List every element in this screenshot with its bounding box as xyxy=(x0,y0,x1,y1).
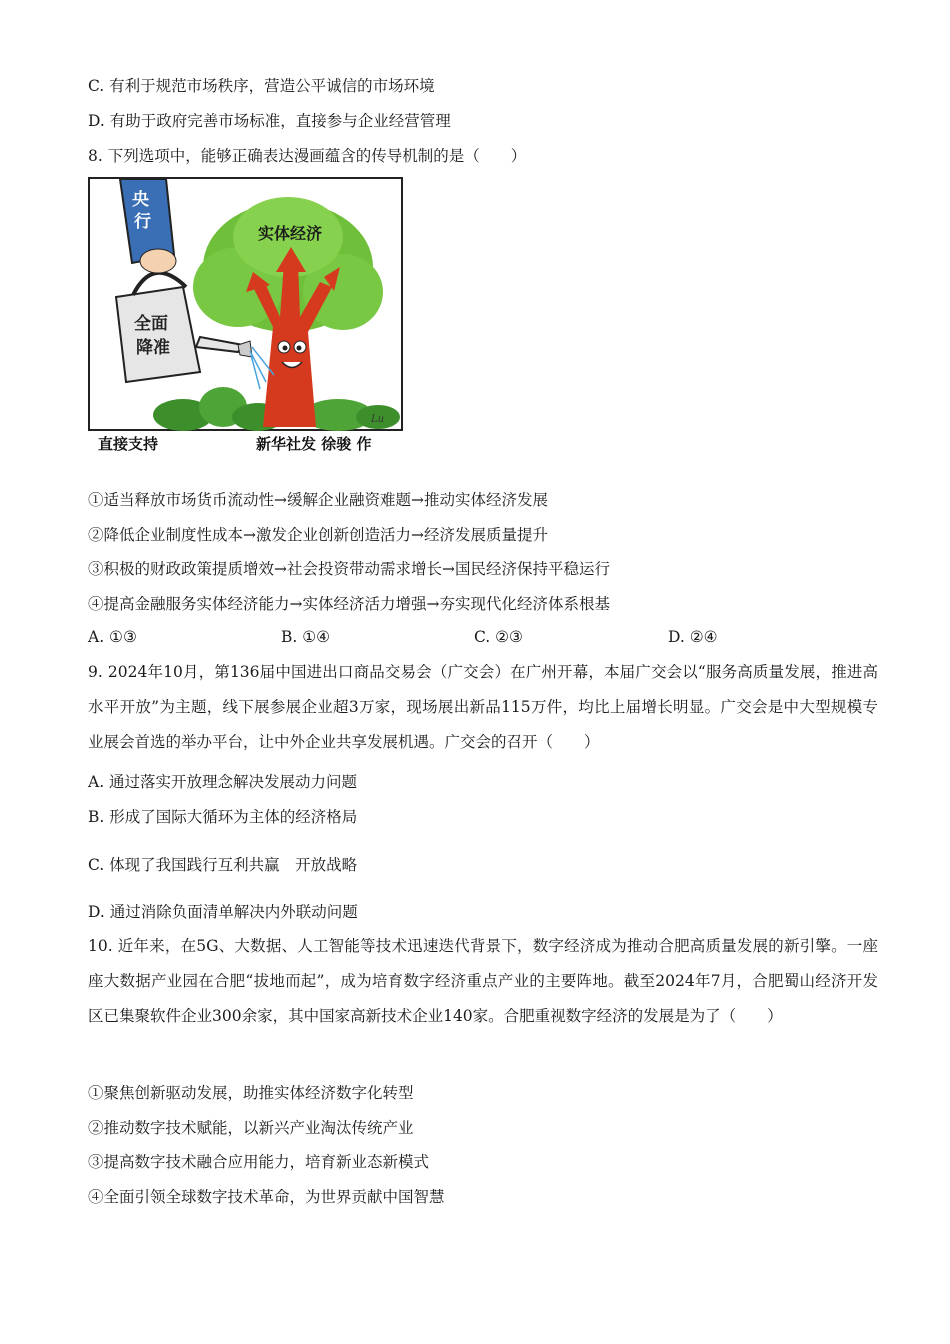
q8-statement-4: ④提高金融服务实体经济能力→实体经济活力增强→夯实现代化经济体系根基 xyxy=(88,595,610,613)
q9-stem: 9. 2024年10月，第136届中国进出口商品交易会（广交会）在广州开幕，本届广交会以“服务高质量发展，推进高水平开放”为主题，线下展参展企业超3万家，现场展出新品115万件，均比上届增长明显。广交会是中大型规模专业展会首选的举办平台，让中外企业共享发展机遇。广交会的召开（ ） xyxy=(88,663,878,751)
q9-option-b[interactable]: B. 形成了国际大循环为主体的经济格局 xyxy=(88,808,358,826)
q8-statement-3: ③积极的财政政策提质增效→社会投资带动需求增长→国民经济保持平稳运行 xyxy=(88,560,610,578)
q7-option-d: D. 有助于政府完善市场标准，直接参与企业经营管理 xyxy=(88,112,451,130)
q10-statement-3: ③提高数字技术融合应用能力，培育新业态新模式 xyxy=(88,1153,430,1171)
q10-statement-1: ①聚焦创新驱动发展，助推实体经济数字化转型 xyxy=(88,1084,414,1102)
q8-option-c[interactable]: C. ②③ xyxy=(474,628,523,646)
q8-options xyxy=(88,628,878,648)
q8-option-a[interactable]: A. ①③ xyxy=(88,628,137,646)
signature: Lu xyxy=(371,414,385,425)
q8-statement-2: ②降低企业制度性成本→激发企业创新创造活力→经济发展质量提升 xyxy=(88,526,548,544)
can-label-1: 全面 xyxy=(134,314,168,334)
tree-label: 实体经济 xyxy=(258,224,323,243)
q10-statement-4: ④全面引领全球数字技术革命，为世界贡献中国智慧 xyxy=(88,1188,445,1206)
q8-option-b[interactable]: B. ①④ xyxy=(281,628,331,646)
can-label-2: 降准 xyxy=(136,338,170,358)
q10-statement-2: ②推动数字技术赋能，以新兴产业淘汰传统产业 xyxy=(88,1119,414,1137)
sleeve-label-1: 央 xyxy=(132,190,149,210)
q9-option-a[interactable]: A. 通过落实开放理念解决发展动力问题 xyxy=(88,773,358,791)
q8-option-d[interactable]: D. ②④ xyxy=(668,628,718,646)
caption-left: 直接支持 xyxy=(98,435,159,453)
q9-option-c[interactable]: C. 体现了我国践行互利共赢 开放战略 xyxy=(88,856,358,874)
sleeve-label-2: 行 xyxy=(134,212,151,232)
q8-stem: 8. 下列选项中，能够正确表达漫画蕴含的传导机制的是（ ） xyxy=(88,147,527,165)
q10-stem: 10. 近年来，在5G、大数据、人工智能等技术迅速迭代背景下，数字经济成为推动合肥高质量发展的新引擎。一座座大数据产业园在合肥“拔地而起”，成为培育数字经济重点产业的主要阵地。截至2024年7月，合肥蜀山经济开发区已集聚软件企业300余家，其中国家高新技术企业140家。合肥重视数字经济的发展是为了（ ） xyxy=(88,937,878,1025)
q7-option-c: C. 有利于规范市场秩序，营造公平诚信的市场环境 xyxy=(88,77,435,95)
q9-option-d[interactable]: D. 通过消除负面清单解决内外联动问题 xyxy=(88,903,358,921)
q8-cartoon xyxy=(88,177,406,459)
caption-right: 新华社发 徐骏 作 xyxy=(256,435,372,453)
q8-statement-1: ①适当释放市场货币流动性→缓解企业融资难题→推动实体经济发展 xyxy=(88,491,548,509)
